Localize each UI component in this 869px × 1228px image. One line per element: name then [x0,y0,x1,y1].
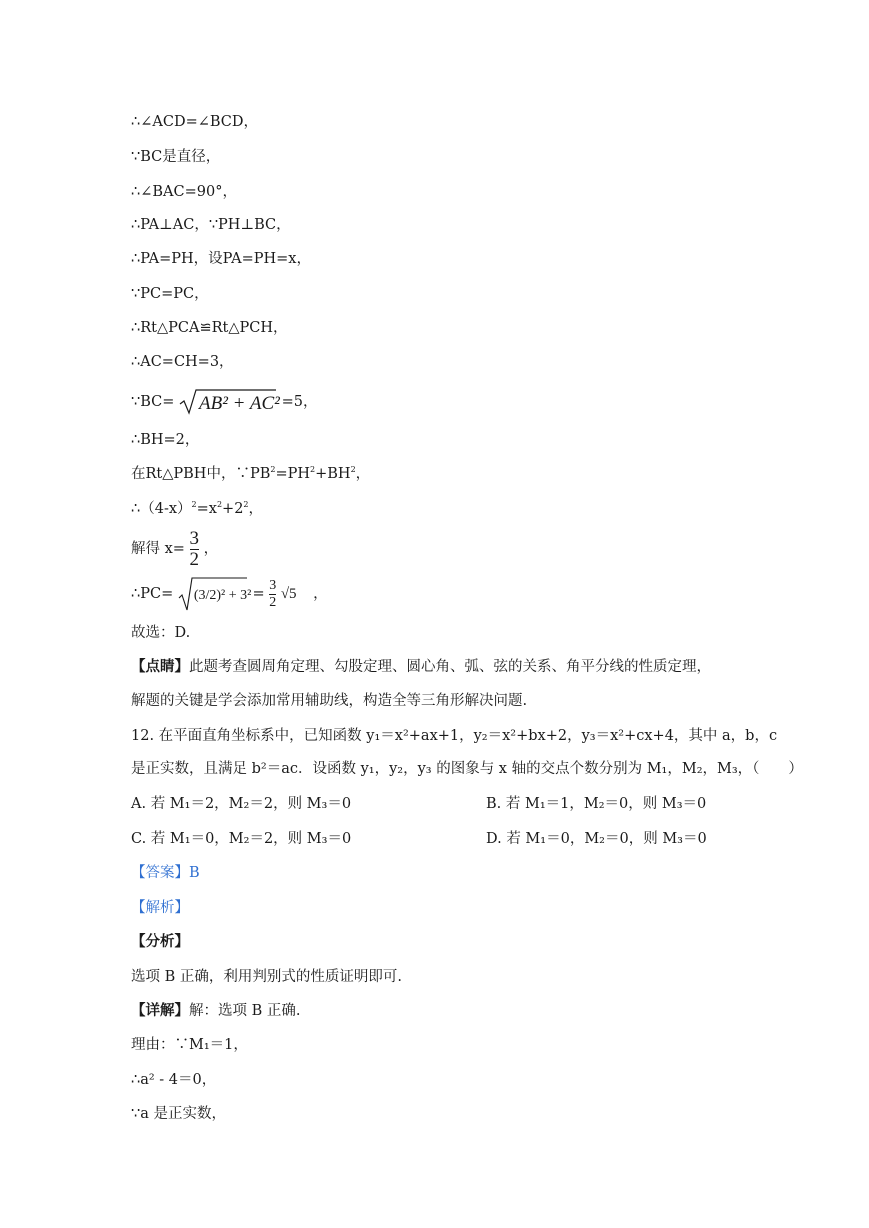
sqrt-expression [179,388,280,416]
line-12-end: ， [248,501,264,517]
line-14-end: ， [313,586,328,602]
answer-label: 【答案】B [131,865,200,881]
line-14 [131,574,328,614]
fenxi-label: 【分析】 [131,933,189,950]
line-11-prefix: 在Rt△PBH中，∵PB [131,466,271,482]
line-2: ∵BC是直径， [131,149,221,165]
step-2: ∵a 是正实数， [131,1106,226,1122]
fraction-numerator: 3 [189,527,200,549]
fraction-pc-num: 3 [269,577,277,593]
line-14-prefix: ∴PC= [131,586,174,602]
option-d: D. 若 M₁＝0，M₂＝0，则 M₃＝0 [486,831,707,847]
line-8: ∴AC=CH=3， [131,354,234,370]
line-1: ∴∠ACD=∠BCD， [131,114,259,130]
sqrt-pc-radicand: (3/2)² + 3² [193,588,252,603]
sqrt-pc [178,574,252,614]
fraction-denominator: 2 [189,548,200,570]
line-4: ∴PA⊥AC，∵PH⊥BC， [131,217,291,233]
option-b: B. 若 M₁＝1，M₂＝0，则 M₃＝0 [486,796,707,812]
line-9-suffix: =5， [281,394,318,410]
line-10: ∴BH=2， [131,432,200,448]
line-6: ∵PC=PC， [131,286,209,302]
line-9-prefix: ∵BC= [131,394,175,410]
line-13-prefix: 解得 x= [131,541,185,557]
line-13-end: ， [203,541,219,557]
line-11-end: ， [355,466,371,482]
line-15: 故选：D. [131,625,191,641]
dianjing-text: 此题考查圆周角定理、勾股定理、圆心角、弧、弦的关系、角平分线的性质定理， [189,659,711,675]
line-12-prefix: ∴（4-x） [131,501,192,517]
line-7: ∴Rt△PCA≌Rt△PCH， [131,320,288,336]
step-1: ∴a² - 4＝0， [131,1072,217,1088]
line-13 [131,527,218,571]
root-five: √5 [280,586,297,602]
line-5: ∴PA=PH，设PA=PH=x， [131,251,311,267]
line-3: ∴∠BAC=90°， [131,184,237,200]
detail-text: 解：选项 B 正确. [189,1003,301,1019]
line-17: 解题的关键是学会添加常用辅助线，构造全等三角形解决问题. [131,693,528,709]
line-11-bh: +BH [315,466,351,482]
fraction [190,529,200,570]
question-12-line-2: 是正实数，且满足 b²＝ac．设函数 y₁，y₂，y₃ 的图象与 x 轴的交点个数分别为 M₁，M₂，M₃，（ ） [131,761,803,777]
sqrt-radicand: AB² + AC² [199,393,280,414]
detail-line [131,1002,300,1020]
line-12: $\therefore(4-x)^2=x^2+2^2$， [131,500,264,517]
line-11: 在Rt△PBH中，$\because PB^2=PH^2+BH^2$， [131,465,371,482]
line-9 [131,388,318,416]
option-a: A. 若 M₁＝2，M₂＝2，则 M₃＝0 [131,796,352,812]
question-12-line-1: 12. 在平面直角坐标系中，已知函数 y₁＝x²+ax+1，y₂＝x²+bx+2，y₃＝x²+cx+4，其中 a，b，c [131,728,778,744]
option-c: C. 若 M₁＝0，M₂＝2，则 M₃＝0 [131,831,352,847]
analysis-label: 【解析】 [131,900,189,916]
line-11-ph: =PH [275,466,311,482]
line-16 [131,658,711,676]
fraction-pc [269,578,276,611]
line-14-eq: = [252,586,265,602]
line-12-two: +2 [222,501,244,517]
fenxi-text: 选项 B 正确，利用判别式的性质证明即可. [131,969,402,985]
fraction-pc-den: 2 [269,594,277,610]
line-12-x: =x [196,501,217,517]
dianjing-tag: 【点睛】 [131,658,189,675]
detail-tag: 【详解】 [131,1002,189,1019]
reason-line: 理由：∵M₁＝1， [131,1037,248,1053]
